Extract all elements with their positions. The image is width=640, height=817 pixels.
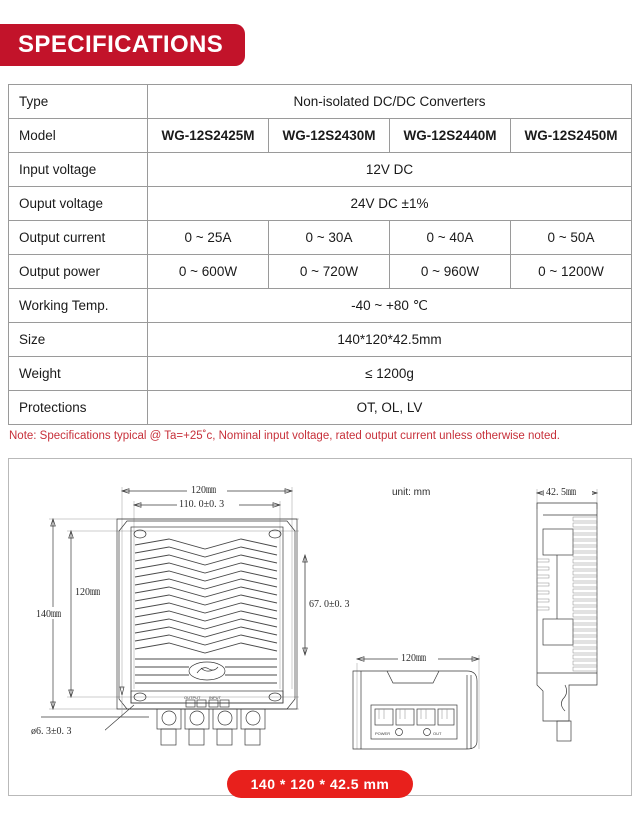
row-value: 140*120*42.5mm bbox=[148, 323, 632, 357]
row-value: -40 ~ +80 ℃ bbox=[148, 289, 632, 323]
model-cell: WG-12S2430M bbox=[269, 119, 390, 153]
terminal-block-top-view bbox=[131, 691, 283, 745]
size-badge-container bbox=[0, 770, 640, 798]
size-badge: 140 * 120 * 42.5 mm bbox=[227, 770, 414, 798]
specifications-note: Note: Specifications typical @ Ta=+25˚c, Nominal input voltage, rated output current unless otherwise noted. bbox=[9, 430, 560, 442]
value-cell: 0 ~ 30A bbox=[269, 221, 390, 255]
value-cell: 0 ~ 1200W bbox=[511, 255, 632, 289]
value-cell: 0 ~ 25A bbox=[148, 221, 269, 255]
table-row bbox=[9, 153, 632, 187]
inner-depth-dimension bbox=[303, 555, 370, 655]
converter-side-view bbox=[537, 486, 597, 741]
row-value: Non-isolated DC/DC Converters bbox=[148, 85, 632, 119]
row-label: Weight bbox=[9, 357, 148, 391]
top-view-dimension-lines bbox=[122, 484, 292, 689]
table-row bbox=[9, 119, 632, 153]
row-label: Output power bbox=[9, 255, 148, 289]
row-value: 24V DC ±1% bbox=[148, 187, 632, 221]
brand-logo-area bbox=[135, 659, 277, 683]
row-label: Output current bbox=[9, 221, 148, 255]
table-row bbox=[9, 323, 632, 357]
value-cell: 0 ~ 720W bbox=[269, 255, 390, 289]
table-row bbox=[9, 357, 632, 391]
front-terminal-block bbox=[371, 705, 457, 739]
model-cell: WG-12S2450M bbox=[511, 119, 632, 153]
value-cell: 0 ~ 40A bbox=[390, 221, 511, 255]
dim-inner-depth: 67. 0±0. 3 bbox=[309, 599, 350, 610]
table-row bbox=[9, 187, 632, 221]
row-label: Type bbox=[9, 85, 148, 119]
value-cell: 0 ~ 600W bbox=[148, 255, 269, 289]
row-value: ≤ 1200g bbox=[148, 357, 632, 391]
row-value: OT, OL, LV bbox=[148, 391, 632, 425]
dim-height-outer: 140㎜ bbox=[36, 609, 61, 620]
led-label-out: OUT bbox=[433, 731, 442, 736]
converter-top-view bbox=[29, 519, 370, 745]
unit-label: unit: mm bbox=[392, 487, 431, 498]
row-label: Protections bbox=[9, 391, 148, 425]
table-row bbox=[9, 289, 632, 323]
dimension-drawing-panel bbox=[8, 458, 632, 796]
table-row bbox=[9, 255, 632, 289]
row-label: Input voltage bbox=[9, 153, 148, 187]
value-cell: 0 ~ 50A bbox=[511, 221, 632, 255]
row-label: Working Temp. bbox=[9, 289, 148, 323]
dim-width-inner: 110. 0±0. 3 bbox=[179, 499, 225, 510]
dim-front-width: 120㎜ bbox=[401, 653, 426, 664]
converter-front-view bbox=[353, 652, 479, 749]
row-value: 12V DC bbox=[148, 153, 632, 187]
led-indicators bbox=[375, 729, 442, 737]
dim-height-inner: 120㎜ bbox=[75, 587, 100, 598]
dim-width-outer: 120㎜ bbox=[191, 485, 216, 496]
dim-hole-diameter: ø6. 3±0. 3 bbox=[31, 726, 72, 737]
row-label: Ouput voltage bbox=[9, 187, 148, 221]
row-label: Model bbox=[9, 119, 148, 153]
manufacturer-logo-icon bbox=[189, 662, 225, 680]
heatsink-fins bbox=[135, 539, 277, 653]
terminal-label-output: OUTPUT bbox=[184, 695, 201, 700]
table-row bbox=[9, 221, 632, 255]
led-label-power: POWER bbox=[375, 731, 391, 736]
screw-terminals bbox=[157, 709, 265, 745]
dim-thickness: 42. 5㎜ bbox=[546, 487, 576, 498]
model-cell: WG-12S2440M bbox=[390, 119, 511, 153]
specifications-table bbox=[8, 84, 632, 425]
table-row bbox=[9, 85, 632, 119]
page-header bbox=[0, 24, 245, 66]
row-label: Size bbox=[9, 323, 148, 357]
table-row bbox=[9, 391, 632, 425]
model-cell: WG-12S2425M bbox=[148, 119, 269, 153]
terminal-label-input: INPUT bbox=[209, 695, 221, 700]
value-cell: 0 ~ 960W bbox=[390, 255, 511, 289]
page-title: SPECIFICATIONS bbox=[0, 24, 245, 66]
side-fins bbox=[573, 517, 597, 671]
